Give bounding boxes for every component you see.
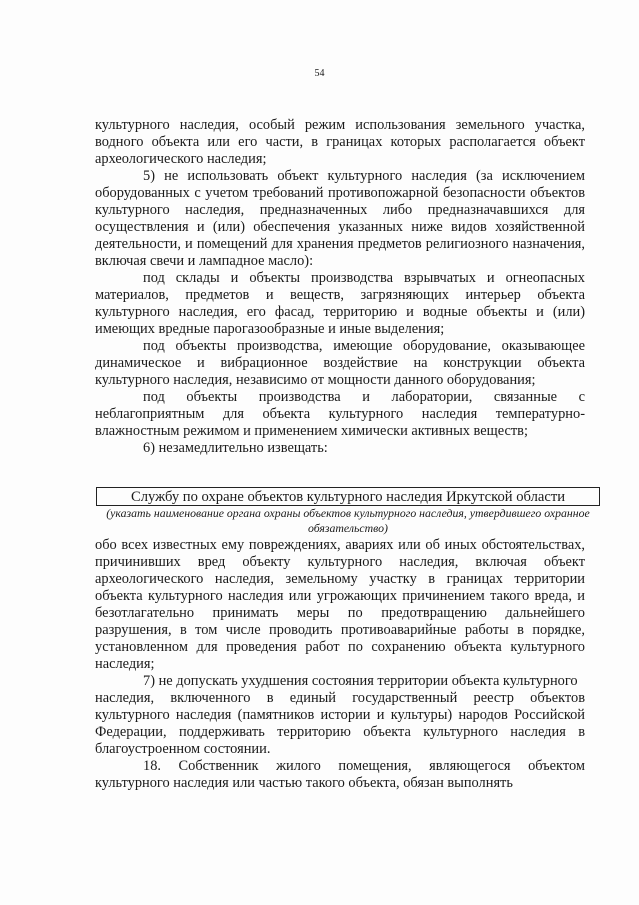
authority-box: Службу по охране объектов культурного наследия Иркутской области: [96, 487, 600, 506]
paragraph: 7) не допускать ухудшения состояния территории объекта культурного: [143, 673, 578, 689]
page-number: 54: [314, 68, 325, 79]
authority-caption: (указать наименование органа охраны объектов культурного наследия, утвердившего охранное обязательство): [106, 506, 590, 535]
paragraph: 6) незамедлительно извещать:: [143, 440, 328, 456]
paragraph: обо всех известных ему повреждениях, авариях или об иных обстоятельствах, причинивших вред объекту культурного наследия, включая объект археологического наследия, земельному участку в границах территории объекта культурного наследия или угрожающих причинением такого вреда, и безотлагательно принимать меры по предотвращению дальнейшего разрушения, в том числе проводить противоаварийные работы в порядке, установленном для проведения работ по сохранению объекта культурного наследия;: [95, 537, 585, 672]
paragraph: наследия, включенного в единый государственный реестр объектов культурного наследия (памятников истории и культуры) народов Российской Федерации, поддерживать территорию объекта культурного наследия в благоустроенном состоянии.: [95, 690, 585, 757]
paragraph: 5) не использовать объект культурного наследия (за исключением оборудованных с учетом требований противопожарной безопасности объектов культурного наследия, предназначенных либо предназначавшихся для осуществления и (или) обеспечения указанных ниже видов хозяйственной деятельности, и помещений для хранения предметов религиозного назначения, включая свечи и лампадное масло):: [95, 168, 585, 269]
paragraph: под склады и объекты производства взрывчатых и огнеопасных материалов, предметов и веществ, загрязняющих интерьер объекта культурного наследия, его фасад, территорию и водные объекты и (или) имеющих вредные парогазообразные и иные выделения;: [95, 270, 585, 337]
text-block-top: [95, 117, 585, 457]
paragraph: культурного наследия, особый режим использования земельного участка, водного объекта или его части, в границах которых располагается объект археологического наследия;: [95, 117, 585, 167]
text-block-bottom: [95, 537, 585, 792]
paragraph: 18. Собственник жилого помещения, являющегося объектом культурного наследия или частью такого объекта, обязан выполнять: [95, 758, 585, 791]
paragraph: под объекты производства, имеющие оборудование, оказывающее динамическое и вибрационное воздействие на конструкции объекта культурного наследия, независимо от мощности данного оборудования;: [95, 338, 585, 388]
paragraph: под объекты производства и лаборатории, связанные с неблагоприятным для объекта культурного наследия температурно-влажностным режимом и применением химически активных веществ;: [95, 389, 585, 439]
